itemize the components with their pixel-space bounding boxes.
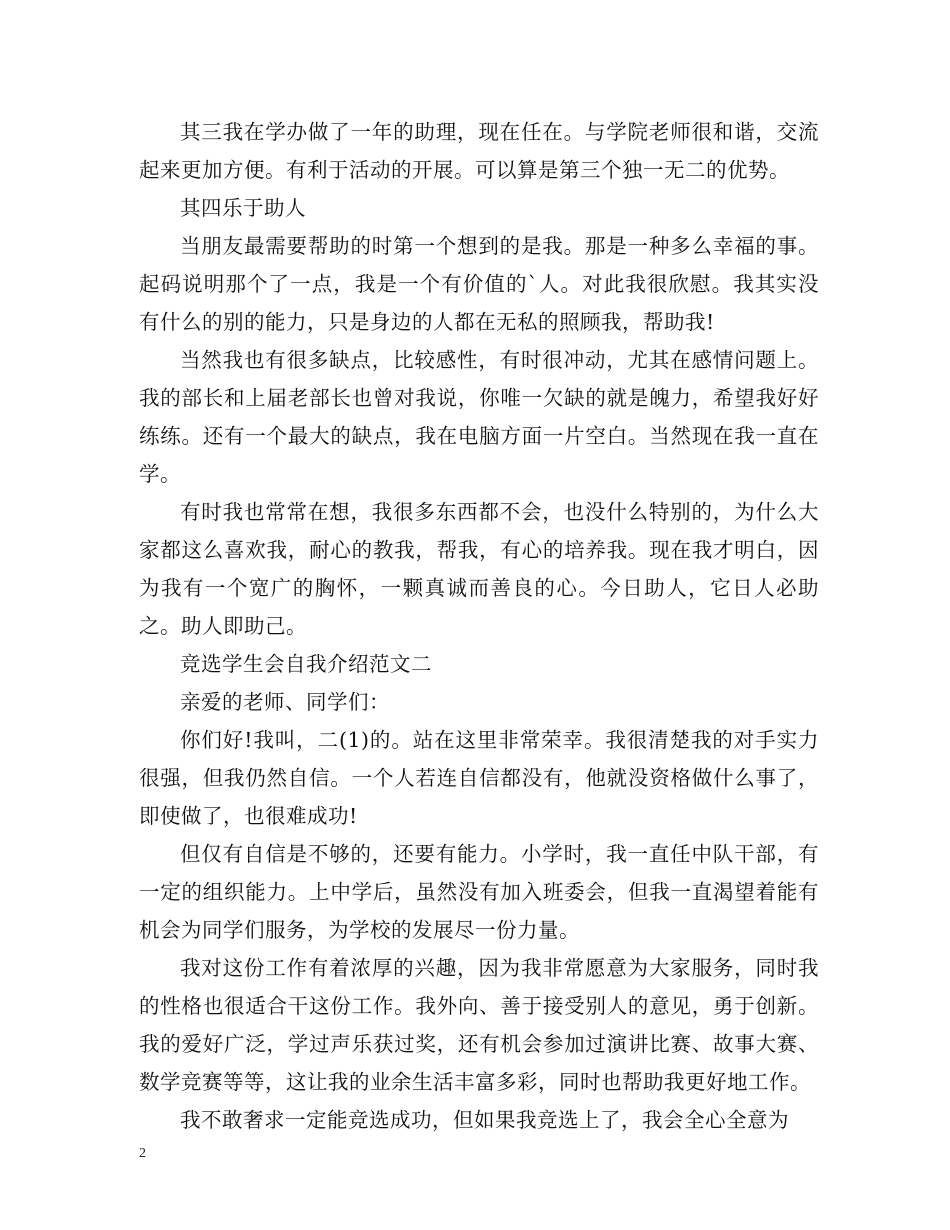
paragraph: 其三我在学办做了一年的助理，现在任在。与学院老师很和谐，交流起来更加方便。有利于活动的开展。可以算是第三个独一无二的优势。 xyxy=(139,120,819,182)
paragraph: 你们好!我叫，二(1)的。站在这里非常荣幸。我很清楚我的对手实力很强，但我仍然自信。一个人若连自信都没有，他就没资格做什么事了，即使做了，也很难成功! xyxy=(139,728,819,828)
paragraph: 其四乐于助人 xyxy=(180,196,306,220)
paragraph: 我不敢奢求一定能竞选成功，但如果我竞选上了，我会全心全意为 xyxy=(180,1108,789,1132)
paragraph: 但仅有自信是不够的，还要有能力。小学时，我一直任中队干部，有一定的组织能力。上中学后，虽然没有加入班委会，但我一直渴望着能有机会为同学们服务，为学校的发展尽一份力量。 xyxy=(139,842,819,942)
paragraph: 我对这份工作有着浓厚的兴趣，因为我非常愿意为大家服务，同时我的性格也很适合干这份工作。我外向、善于接受别人的意见，勇于创新。我的爱好广泛，学过声乐获过奖，还有机会参加过演讲比赛、故事大赛、数学竞赛等等，这让我的业余生活丰富多彩，同时也帮助我更好地工作。 xyxy=(139,956,819,1094)
paragraph: 有时我也常常在想，我很多东西都不会，也没什么特别的，为什么大家都这么喜欢我，耐心的教我，帮我，有心的培养我。现在我才明白，因为我有一个宽广的胸怀，一颗真诚而善良的心。今日助人，它日人必助之。助人即助己。 xyxy=(139,500,819,638)
page-number: 2 xyxy=(139,1146,146,1161)
document-body xyxy=(139,113,819,1139)
salutation: 亲爱的老师、同学们： xyxy=(180,690,390,714)
paragraph: 当朋友最需要帮助的时第一个想到的是我。那是一种多么幸福的事。起码说明那个了一点，我是一个有价值的`人。对此我很欣慰。我其实没有什么的别的能力，只是身边的人都在无私的照顾我，帮助我! xyxy=(139,234,819,334)
section-heading: 竞选学生会自我介绍范文二 xyxy=(180,652,432,676)
paragraph: 当然我也有很多缺点，比较感性，有时很冲动，尤其在感情问题上。我的部长和上届老部长也曾对我说，你唯一欠缺的就是魄力，希望我好好练练。还有一个最大的缺点，我在电脑方面一片空白。当然现在我一直在学。 xyxy=(139,348,819,486)
